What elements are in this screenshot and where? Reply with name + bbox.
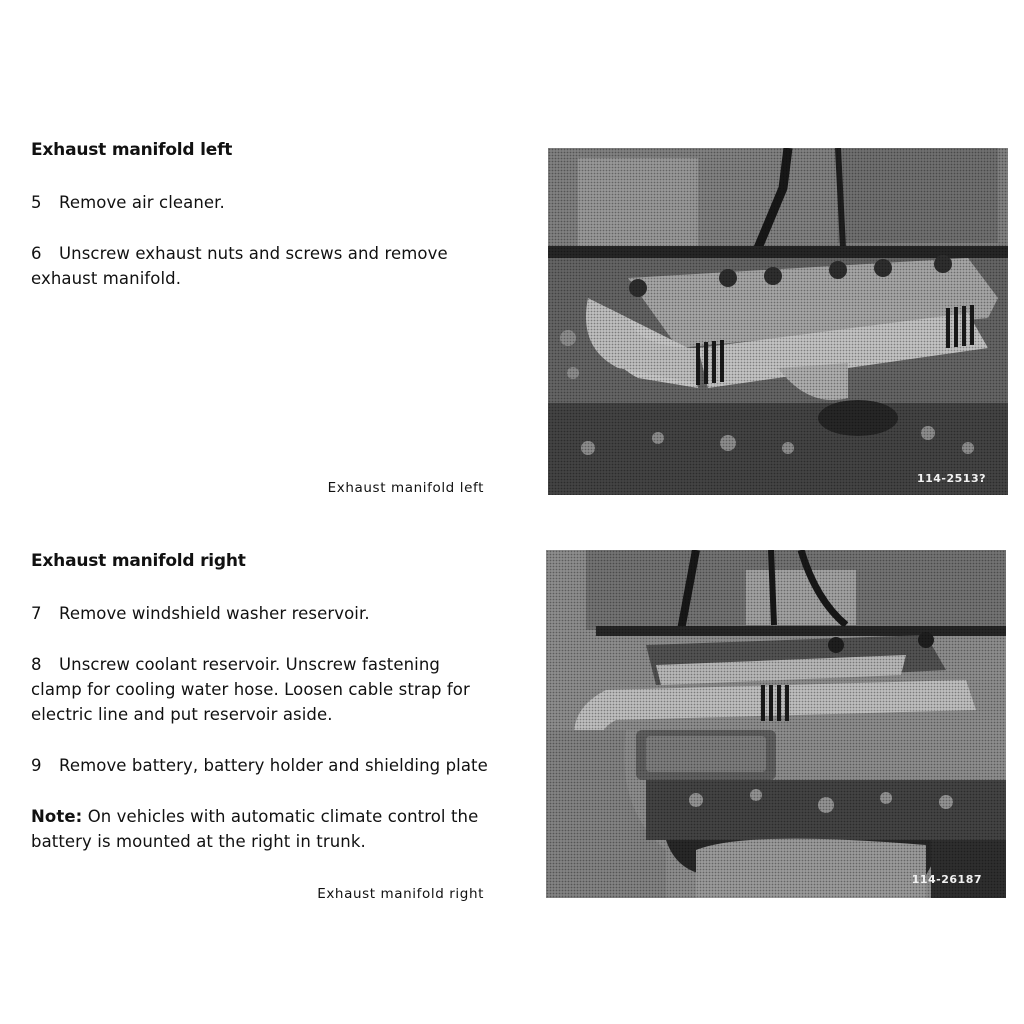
step-number: 8: [31, 655, 42, 674]
step-text: Remove windshield washer reservoir.: [59, 604, 370, 623]
step-text: Unscrew coolant reservoir. Unscrew fastening clamp for cooling water hose. Loosen cable strap for electric line and put reservoir aside.: [31, 655, 470, 724]
photo-reference-code: 114-26187: [911, 873, 982, 886]
note-label: Note:: [31, 807, 83, 826]
step-text: Remove air cleaner.: [59, 193, 225, 212]
note-text: On vehicles with automatic climate control the battery is mounted at the right in trunk.: [31, 807, 479, 851]
step-9: [31, 753, 511, 778]
photo-caption-right: Exhaust manifold right: [317, 886, 484, 902]
engine-photo-illustration: [548, 148, 1008, 495]
step-number: 5: [31, 193, 42, 212]
photo-reference-code: 114-2513?: [916, 472, 986, 485]
step-number: 6: [31, 244, 42, 263]
step-5: [31, 190, 501, 215]
step-7: [31, 601, 501, 626]
engine-photo-illustration: [546, 550, 1006, 898]
step-6: [31, 241, 461, 291]
photo-exhaust-manifold-left: [548, 148, 1008, 495]
step-text: Unscrew exhaust nuts and screws and remove exhaust manifold.: [31, 244, 448, 288]
step-number: 7: [31, 604, 42, 623]
note: [31, 804, 496, 854]
step-number: 9: [31, 756, 42, 775]
step-text: Remove battery, battery holder and shielding plate: [59, 756, 488, 775]
section-title-exhaust-manifold-right: Exhaust manifold right: [31, 551, 246, 571]
section-title-exhaust-manifold-left: Exhaust manifold left: [31, 140, 233, 160]
step-8: [31, 652, 491, 727]
photo-caption-left: Exhaust manifold left: [327, 480, 484, 496]
photo-exhaust-manifold-right: [546, 550, 1006, 898]
